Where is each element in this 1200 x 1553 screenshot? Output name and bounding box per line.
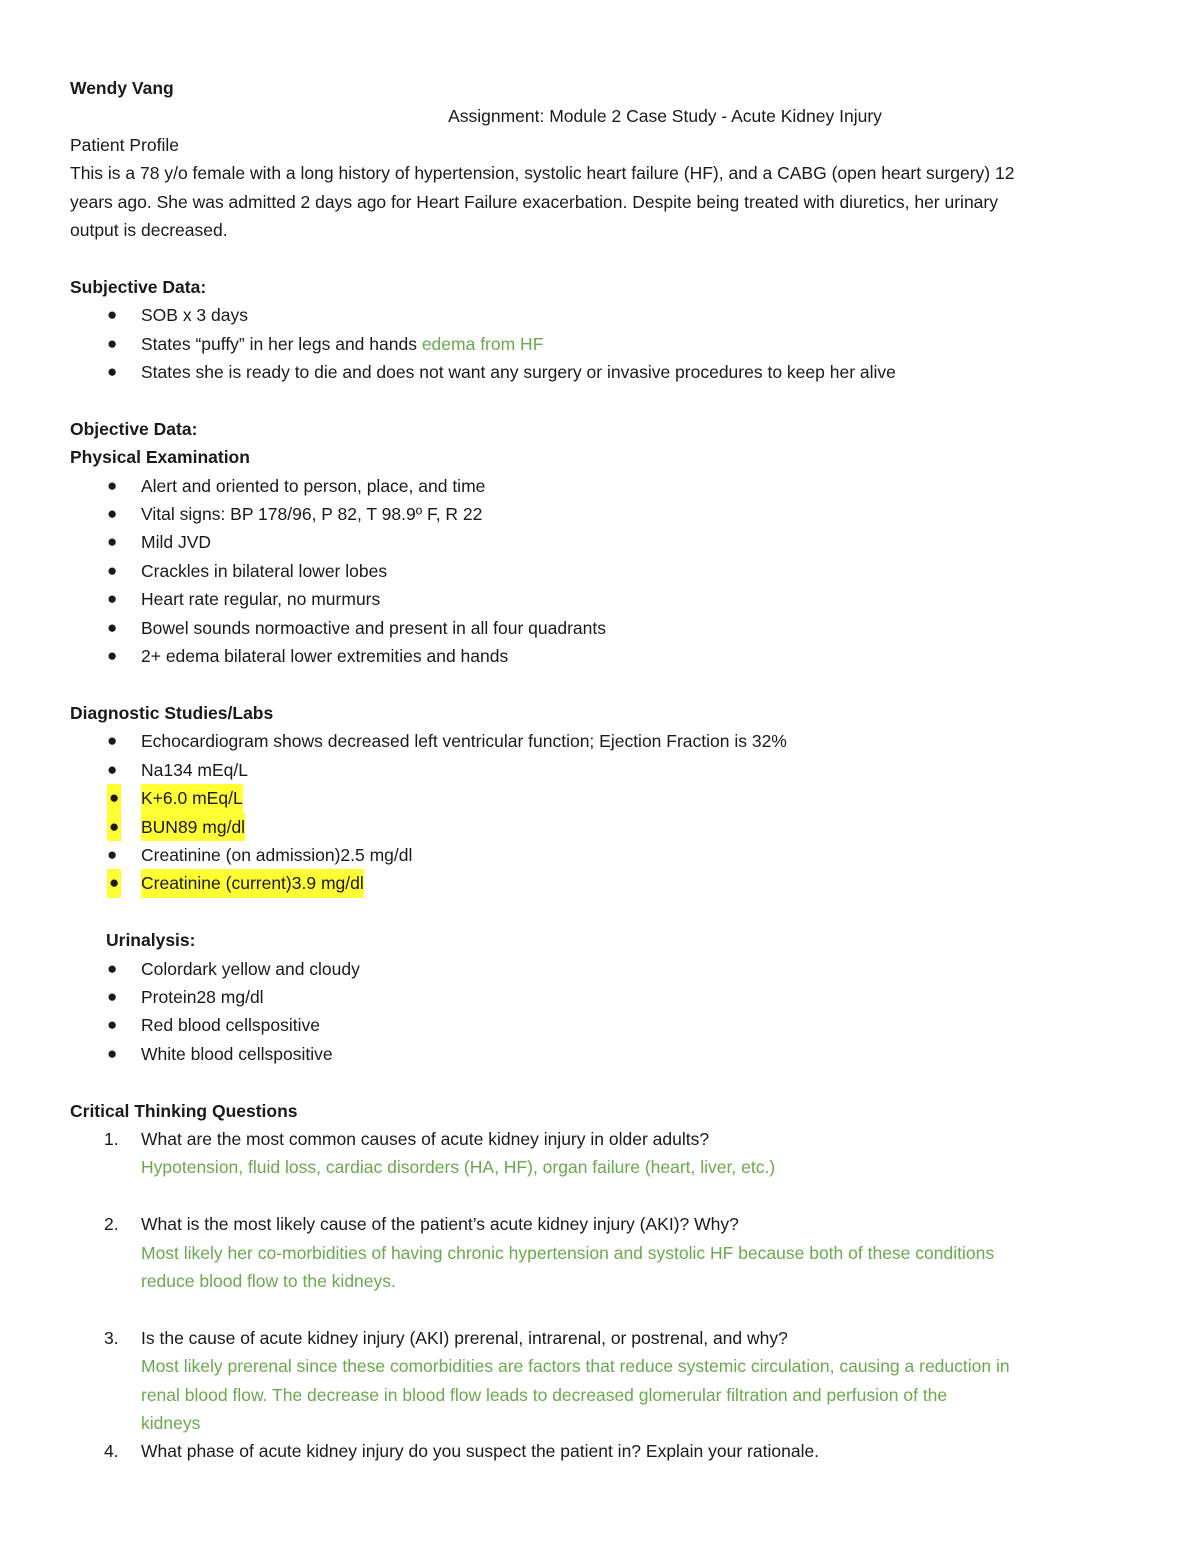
- lab-name: Creatinine (on admission): [141, 844, 341, 865]
- lab-value: 6.0 mEq/L: [163, 784, 243, 812]
- list-item: ● Vital signs: BP 178/96, P 82, T 98.9º F, R 22: [70, 500, 1130, 528]
- answer-line: Most likely prerenal since these comorbidities are factors that reduce systemic circulation, causing a reduction in: [141, 1356, 1010, 1377]
- lab-row: [70, 841, 1130, 869]
- list-item: ● States “puffy” in her legs and hands edema from HF: [70, 330, 1130, 358]
- lab-name: K+: [141, 784, 163, 812]
- lab-name: Creatinine (current): [141, 869, 292, 897]
- question-text: What is the most likely cause of the patient’s acute kidney injury (AKI)? Why?: [141, 1214, 739, 1235]
- list-item: ● Heart rate regular, no murmurs: [70, 585, 1130, 613]
- list-item: ● Crackles in bilateral lower lobes: [70, 557, 1130, 585]
- bullet-icon: ●: [107, 646, 118, 666]
- urinalysis-name: Color: [141, 958, 183, 979]
- answer-line: Hypotension, fluid loss, cardiac disorders (HA, HF), organ failure (heart, liver, etc.): [141, 1157, 776, 1178]
- lab-value: 89 mg/dl: [178, 813, 245, 841]
- bullet-icon: ●: [107, 958, 118, 978]
- patient-profile-line: years ago. She was admitted 2 days ago for Heart Failure exacerbation. Despite being treated with diuretics, her urinary: [70, 191, 998, 212]
- list-item: ● 2+ edema bilateral lower extremities and hands: [70, 642, 1130, 670]
- question-text: Is the cause of acute kidney injury (AKI) prerenal, intrarenal, or postrenal, and why?: [141, 1327, 788, 1348]
- bullet-icon: ●: [107, 305, 118, 325]
- question-number: 2.: [104, 1214, 119, 1235]
- subjective-heading: Subjective Data:: [70, 276, 207, 297]
- questions-list: [70, 1125, 1130, 1466]
- lab-row: [70, 869, 1130, 897]
- patient-profile-line: output is decreased.: [70, 220, 228, 241]
- question-text: What are the most common causes of acute kidney injury in older adults?: [141, 1128, 710, 1149]
- questions-heading: Critical Thinking Questions: [70, 1100, 298, 1121]
- bullet-icon: ●: [107, 869, 121, 897]
- objective-heading: Objective Data:: [70, 418, 198, 439]
- urinalysis-list: [70, 955, 1130, 1069]
- bullet-icon: ●: [107, 759, 118, 779]
- lab-row: [70, 756, 1130, 784]
- patient-profile-line: This is a 78 y/o female with a long history of hypertension, systolic heart failure (HF), and a CABG (open heart surgery) 12: [70, 163, 1015, 184]
- urinalysis-value: positive: [260, 1015, 320, 1036]
- bullet-icon: ●: [107, 986, 118, 1006]
- urinalysis-row: [70, 1011, 1130, 1039]
- question-number: 1.: [104, 1128, 119, 1149]
- urinalysis-heading: Urinalysis:: [106, 930, 196, 951]
- bullet-icon: ●: [107, 844, 118, 864]
- author-name: Wendy Vang: [70, 78, 174, 98]
- list-item: ● SOB x 3 days: [70, 301, 1130, 329]
- answer-line: Most likely her co-morbidities of having chronic hypertension and systolic HF because both of these conditions: [141, 1242, 995, 1263]
- annotation-note: edema from HF: [421, 333, 544, 354]
- list-item: ● Bowel sounds normoactive and present in all four quadrants: [70, 614, 1130, 642]
- bullet-icon: ●: [107, 731, 118, 751]
- list-item: ● Mild JVD: [70, 528, 1130, 556]
- list-item: ● Alert and oriented to person, place, and time: [70, 472, 1130, 500]
- list-item: ● States she is ready to die and does not want any surgery or invasive procedures to keep her alive: [70, 358, 1130, 386]
- question-number: 4.: [104, 1441, 119, 1462]
- urinalysis-value: 28 mg/dl: [196, 986, 264, 1007]
- subjective-list: [70, 301, 1130, 386]
- physical-exam-heading: Physical Examination: [70, 447, 250, 468]
- lab-row: [70, 813, 1130, 841]
- urinalysis-row: [70, 1040, 1130, 1068]
- bullet-icon: ●: [107, 333, 118, 353]
- lab-name: BUN: [141, 813, 178, 841]
- urinalysis-value: dark yellow and cloudy: [182, 958, 360, 979]
- bullet-icon: ●: [107, 362, 118, 382]
- lab-value: 3.9 mg/dl: [292, 869, 364, 897]
- urinalysis-value: positive: [273, 1043, 333, 1064]
- bullet-icon: ●: [107, 475, 118, 495]
- lab-value: 2.5 mg/dl: [340, 844, 413, 865]
- bullet-icon: ●: [107, 617, 118, 637]
- urinalysis-row: [70, 983, 1130, 1011]
- bullet-icon: ●: [107, 504, 118, 524]
- bullet-icon: ●: [107, 813, 121, 841]
- question-item: [70, 1125, 1130, 1182]
- question-item: [70, 1437, 1130, 1465]
- urinalysis-name: Protein: [141, 986, 197, 1007]
- bullet-icon: ●: [107, 1043, 118, 1063]
- bullet-icon: ●: [107, 560, 118, 580]
- list-item: ● Echocardiogram shows decreased left ventricular function; Ejection Fraction is 32%: [70, 727, 1130, 755]
- diagnostics-heading: Diagnostic Studies/Labs: [70, 702, 274, 723]
- lab-row: [70, 784, 1130, 812]
- bullet-icon: ●: [107, 589, 118, 609]
- lab-value: 134 mEq/L: [163, 759, 249, 780]
- answer-line: reduce blood flow to the kidneys.: [141, 1270, 396, 1291]
- urinalysis-name: Red blood cells: [141, 1015, 261, 1036]
- urinalysis-name: White blood cells: [141, 1043, 274, 1064]
- patient-profile-heading: Patient Profile: [70, 134, 179, 155]
- assignment-title: Assignment: Module 2 Case Study - Acute Kidney Injury: [448, 106, 882, 127]
- bullet-icon: ●: [107, 1015, 118, 1035]
- physical-exam-list: [70, 472, 1130, 671]
- question-item: [70, 1324, 1130, 1438]
- bullet-icon: ●: [107, 532, 118, 552]
- diagnostics-list: [70, 727, 1130, 897]
- answer-line: kidneys: [141, 1412, 201, 1433]
- question-text: What phase of acute kidney injury do you suspect the patient in? Explain your rationale.: [141, 1441, 820, 1462]
- urinalysis-row: [70, 955, 1130, 983]
- lab-name: Na: [141, 759, 164, 780]
- question-item: [70, 1210, 1130, 1295]
- bullet-icon: ●: [107, 784, 121, 812]
- answer-line: renal blood flow. The decrease in blood flow leads to decreased glomerular filtration and perfusion of the: [141, 1384, 948, 1405]
- question-number: 3.: [104, 1327, 119, 1348]
